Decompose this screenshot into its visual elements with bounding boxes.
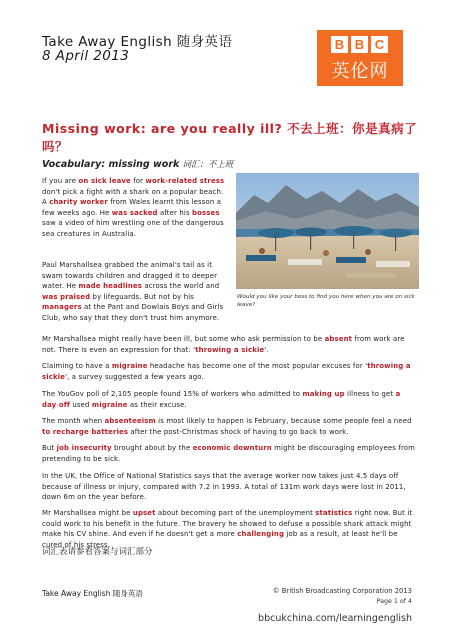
document-title: Take Away English 随身英语 <box>42 34 233 50</box>
keyword: absent <box>324 335 353 343</box>
keyword: charity worker <box>49 198 108 207</box>
keyword: upset <box>132 509 156 517</box>
beach-photo <box>236 173 419 289</box>
bbc-chinese-name: 英伦网 <box>331 61 389 82</box>
bbc-letters <box>331 36 388 53</box>
paragraph: Paul Marshallsea grabbed the animal's tail as it swam towards children and dragged it to deeper water. He made headlines across the world and was praised by lifeguards. But not by his managers at the Pant and Dowlais Boys and Girls Club, who say that they don't trust him anymore. <box>42 261 224 322</box>
vocabulary-label: Vocabulary: missing work <box>42 159 180 170</box>
vocabulary-line <box>42 158 233 170</box>
paragraph: Claiming to have a migraine headache has become one of the most popular excuses for 'throwing a sickie', a survey suggested a few years ago. <box>42 362 411 381</box>
paragraph: But job insecurity brought about by the economic downturn might be discouraging employees from pretending to be sick. <box>42 444 416 463</box>
footer-url-link[interactable]: bbcukchina.com/learningenglish <box>258 613 412 624</box>
keyword: bosses <box>192 208 220 217</box>
keyword: managers <box>42 303 82 312</box>
keyword: challenging <box>237 530 285 539</box>
document-date: 8 April 2013 <box>42 48 130 64</box>
keyword: throwing a sickie <box>42 362 411 381</box>
photo-caption: Would you like your boss to find you here when you are on sick leave? <box>237 294 415 308</box>
paragraph: The YouGov poll of 2,105 people found 15% of workers who admitted to making up illness to get a day off used migraine as their excuse. <box>42 390 401 409</box>
bbc-letter-box: C <box>371 36 388 53</box>
keyword: statistics <box>315 509 353 517</box>
keyword: job insecurity <box>56 444 112 452</box>
paragraph: Mr Marshallsea might be upset about becoming part of the unemployment statistics right now. But it could work to his benefit in the future. The bravery he showed to defuse a possible shark attack might make his CV shine. And even if he doesn't get a more challenging job as a result, at least he'll be cured of his stress. <box>42 509 413 549</box>
keyword: made headlines <box>78 282 142 291</box>
keyword: on sick leave <box>78 177 131 185</box>
bbc-letter-box: B <box>331 36 348 53</box>
article-headline: Missing work: are you really ill? 不去上班：你是真病了吗？ <box>42 121 418 154</box>
vocabulary-note: 词汇表请参看答案与词汇部分 <box>42 547 153 557</box>
vocabulary-chinese: 词汇：不上班 <box>182 160 234 170</box>
paragraph: If you are on sick leave for work-related stress don't pick a fight with a shark on a popular beach. A charity worker from Wales learnt this lesson a few weeks ago. He was sacked after his bosses saw a video of him wrestling one of the dangerous sea creatures in Australia. <box>42 177 225 238</box>
keyword: economic downturn <box>192 444 272 452</box>
keyword: migraine <box>91 400 128 409</box>
keyword: to recharge batteries <box>42 427 129 436</box>
keyword: a day off <box>42 390 401 409</box>
footer-page-number: Page 1 of 4 <box>376 598 412 605</box>
keyword: throwing a sickie <box>195 345 265 354</box>
footer-title: Take Away English 随身英语 <box>42 589 143 598</box>
keyword: work-related stress <box>145 177 225 185</box>
keyword: making up <box>302 390 345 398</box>
bbc-letter-box: B <box>351 36 368 53</box>
paragraph: Mr Marshallsea might really have been ill, but some who ask permission to be absent from work are not. There is even an expression for that: 'throwing a sickie'. <box>42 335 405 354</box>
keyword: was praised <box>42 292 91 301</box>
footer-copyright: © British Broadcasting Corporation 2013 <box>272 587 412 595</box>
keyword: absenteeism <box>104 417 156 425</box>
bbc-logo[interactable] <box>317 30 403 86</box>
paragraph: In the UK, the Office of National Statistics says that the average worker now takes just 4.5 days off because of illness or injury, compared with 7.2 in 1993. A total of 131m work days were lost in 2011, down 6m on the year before. <box>42 472 406 502</box>
keyword: migraine <box>111 362 148 370</box>
paragraph: The month when absenteeism is most likely to happen is February, because some people feel a need to recharge batteries after the post-Christmas shock of having to go back to work. <box>42 417 412 436</box>
keyword: was sacked <box>111 208 158 217</box>
